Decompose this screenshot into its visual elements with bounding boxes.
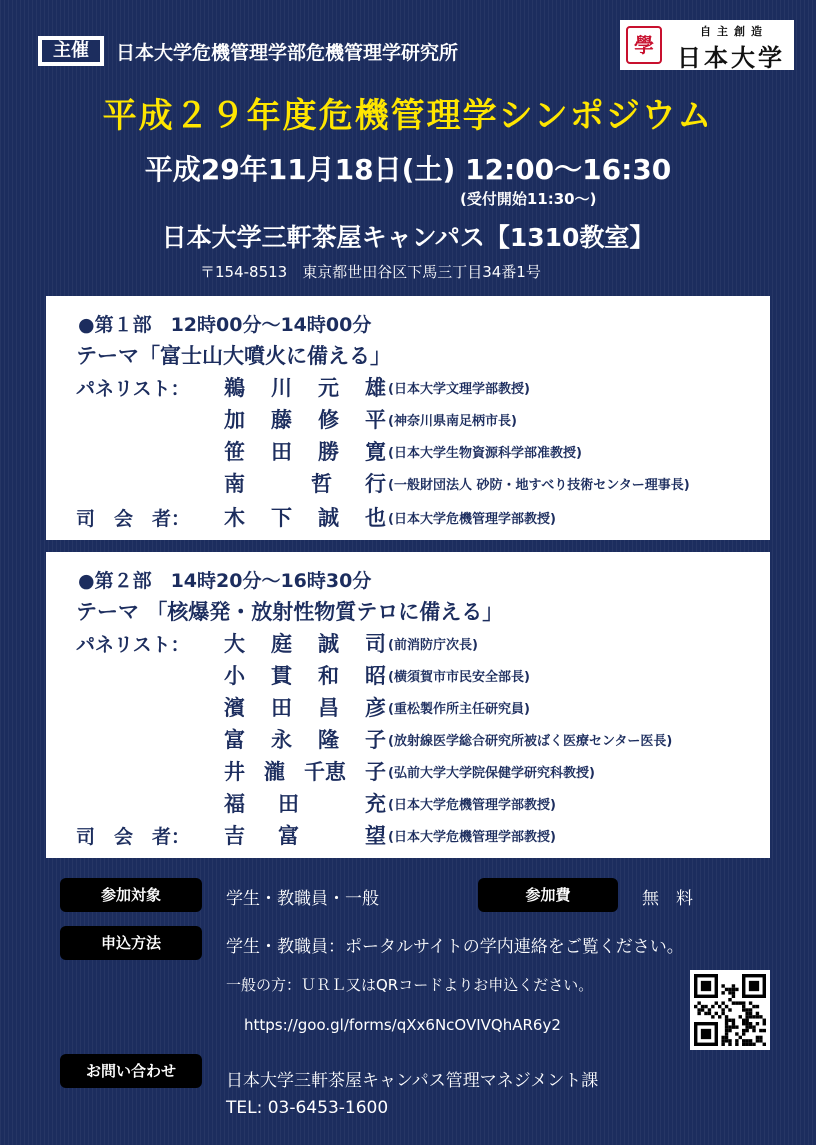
part2-panelist-name: 濱 田 昌 彦 bbox=[224, 696, 386, 720]
reception-time: (受付開始11:30～) bbox=[460, 190, 597, 208]
part2-panelist-affiliation: (放射線医学総合研究所被ばく医療センター医長) bbox=[388, 734, 673, 749]
part2-theme: テーマ 「核爆発・放射性物質テロに備える」 bbox=[76, 600, 504, 624]
apply-line1: 学生・教職員：ポータルサイトの学内連絡をご覧ください。 bbox=[226, 937, 684, 957]
part1-moderator-name: 木 下 誠 也 bbox=[224, 506, 386, 530]
part2-panelist-name: 福 田 充 bbox=[224, 792, 386, 816]
part2-moderator-label: 司 会 者： bbox=[76, 826, 191, 848]
part1-panelist-affiliation: (日本大学生物資源科学部准教授) bbox=[388, 446, 582, 461]
part2-panelist-label: パネリスト： bbox=[76, 634, 190, 656]
part1-panelist-name: 加 藤 修 平 bbox=[224, 408, 386, 432]
part2-moderator-affiliation: (日本大学危機管理学部教授) bbox=[388, 830, 556, 845]
contact-tel: TEL: 03-6453-1600 bbox=[226, 1098, 389, 1118]
part2-panelist-affiliation: (横須賀市市民安全部長) bbox=[388, 670, 530, 685]
part1-panelist-affiliation: (日本大学文理学部教授) bbox=[388, 382, 530, 397]
host-tag bbox=[38, 36, 104, 66]
part1-panelist-name: 南 哲 行 bbox=[224, 472, 386, 496]
fee-value: 無 料 bbox=[642, 889, 693, 909]
part2-moderator-name: 吉 富 望 bbox=[224, 824, 386, 848]
part1-panelist-label: パネリスト： bbox=[76, 378, 190, 400]
event-venue: 日本大学三軒茶屋キャンパス【1310教室】 bbox=[161, 223, 655, 252]
part2-heading: ●第２部 14時20分～16時30分 bbox=[78, 570, 372, 592]
event-datetime: 平成29年11月18日(土) 12:00～16:30 bbox=[144, 153, 672, 186]
apply-label: 申込方法 bbox=[60, 926, 202, 960]
contact-department: 日本大学三軒茶屋キャンパス管理マネジメント課 bbox=[226, 1071, 599, 1091]
logo-motto: 自主創造 bbox=[700, 25, 768, 38]
part1-panelist-affiliation: (一般財団法人 砂防・地すべり技術センター理事長) bbox=[388, 478, 690, 493]
part2-panelist-affiliation: (日本大学危機管理学部教授) bbox=[388, 798, 556, 813]
contact-label: お問い合わせ bbox=[60, 1054, 202, 1088]
venue-address: 〒154-8513 東京都世田谷区下馬三丁目34番1号 bbox=[200, 263, 541, 281]
part1-heading: ●第１部 12時00分～14時00分 bbox=[78, 314, 372, 336]
apply-line2: 一般の方：ＵＲＬ又はQRコードよりお申込ください。 bbox=[226, 976, 594, 994]
part1-panelist-name: 鵜 川 元 雄 bbox=[224, 376, 386, 400]
part1-theme: テーマ「富士山大噴火に備える」 bbox=[76, 344, 391, 368]
part1-panelist-affiliation: (神奈川県南足柄市長) bbox=[388, 414, 517, 429]
part1-moderator-label: 司 会 者： bbox=[76, 508, 191, 530]
part2-panelist-name: 富 永 隆 子 bbox=[224, 728, 386, 752]
fee-label: 参加費 bbox=[478, 878, 618, 912]
part2-panelist-name: 小 貫 和 昭 bbox=[224, 664, 386, 688]
part1-panelist-name: 笹 田 勝 寛 bbox=[224, 440, 386, 464]
part2-panel bbox=[46, 552, 770, 858]
qr-code-graphic bbox=[690, 970, 770, 1050]
audience-value: 学生・教職員・一般 bbox=[226, 889, 379, 909]
page-title: 平成２９年度危機管理学シンポジウム bbox=[102, 96, 714, 136]
part2-panelist-affiliation: (重松製作所主任研究員) bbox=[388, 702, 530, 717]
part2-panelist-affiliation: (前消防庁次長) bbox=[388, 638, 478, 653]
university-logo bbox=[620, 20, 794, 70]
part2-panelist-affiliation: (弘前大学大学院保健学研究科教授) bbox=[388, 766, 595, 781]
part2-panelist-name: 井 瀧 千恵 子 bbox=[224, 760, 386, 784]
logo-seal-icon: 學 bbox=[626, 26, 662, 64]
qr-code-icon[interactable] bbox=[690, 970, 770, 1050]
host-name: 日本大学危機管理学部危機管理学研究所 bbox=[116, 42, 459, 64]
part1-moderator-affiliation: (日本大学危機管理学部教授) bbox=[388, 512, 556, 527]
part1-panel bbox=[46, 296, 770, 540]
host-tag-label: 主催 bbox=[42, 40, 100, 62]
audience-label: 参加対象 bbox=[60, 878, 202, 912]
apply-url[interactable]: https://goo.gl/forms/qXx6NcOVIVQhAR6y2 bbox=[244, 1016, 561, 1034]
part2-panelist-name: 大 庭 誠 司 bbox=[224, 632, 386, 656]
logo-university-name: 日本大学 bbox=[677, 44, 785, 72]
